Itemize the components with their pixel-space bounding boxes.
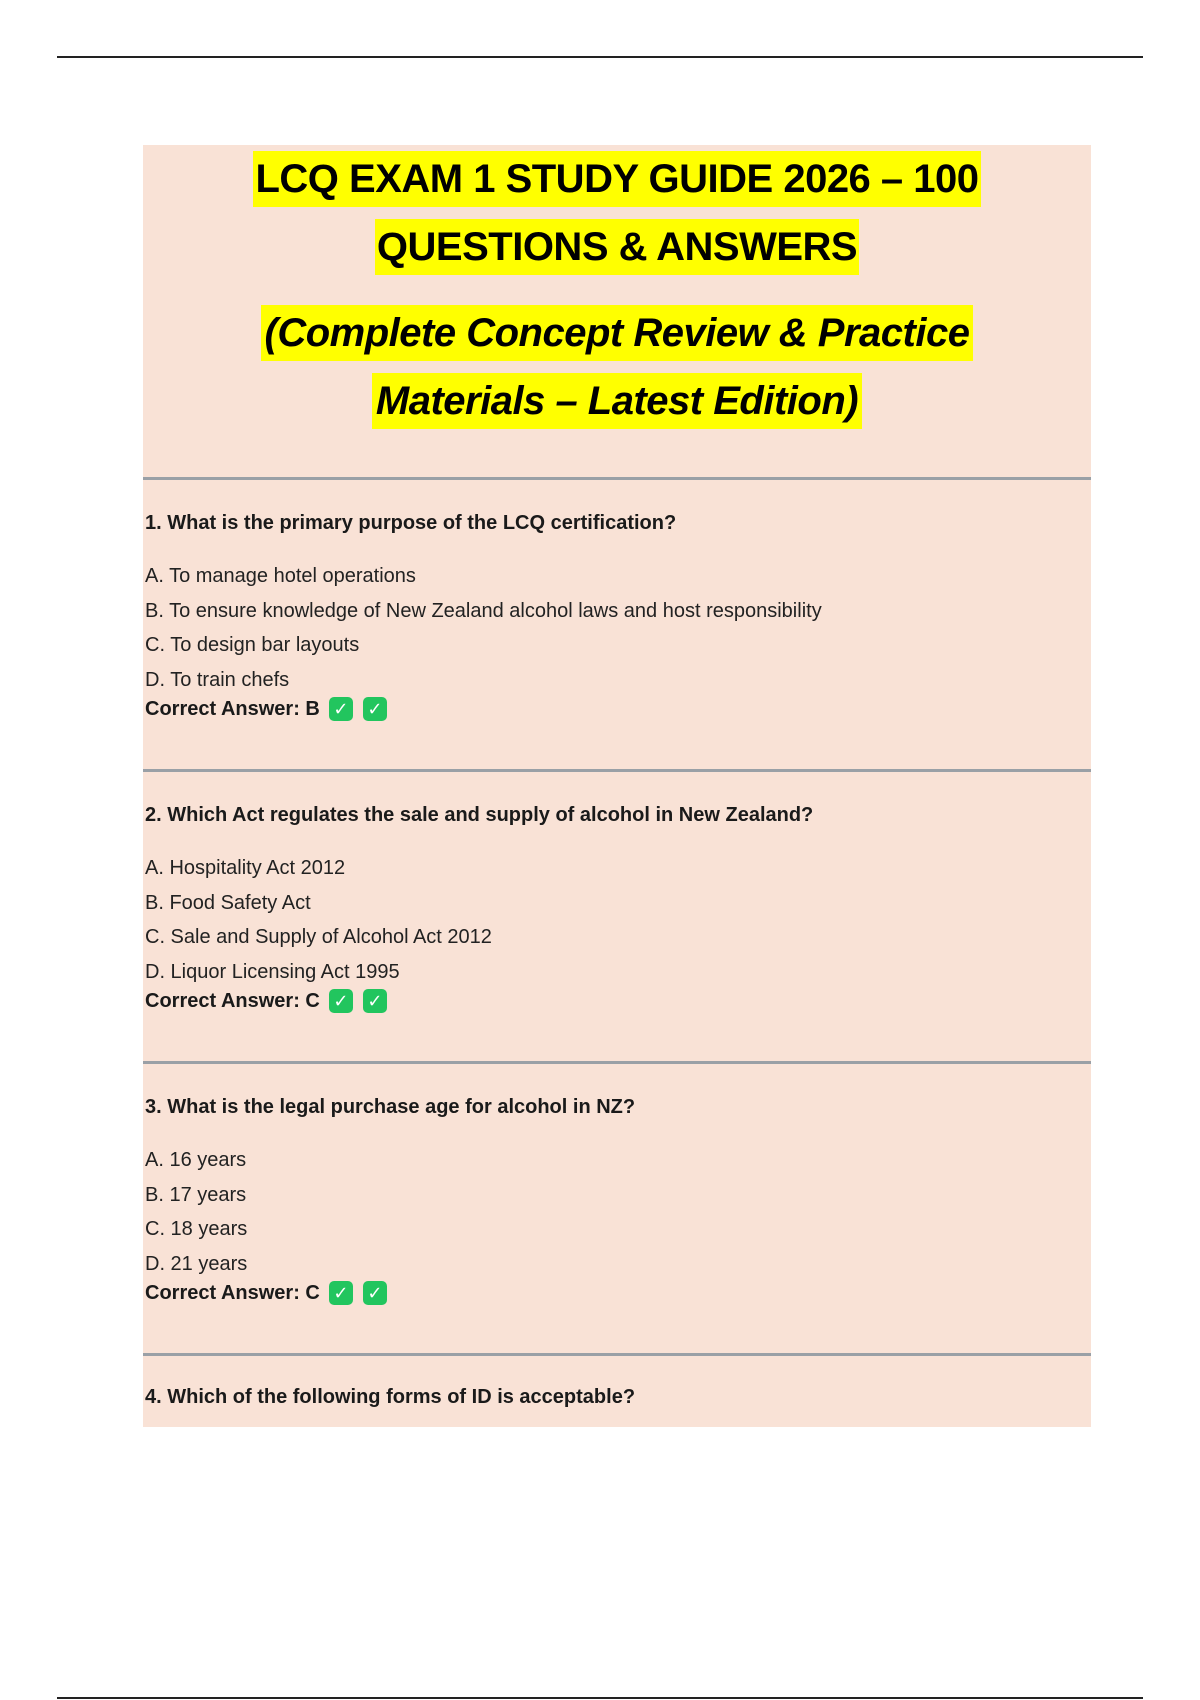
check-mark-icon: ✓ xyxy=(363,1281,387,1305)
option-item: A. To manage hotel operations xyxy=(145,565,416,587)
correct-answer-label: Correct Answer: B xyxy=(145,698,320,720)
correct-answer-label: Correct Answer: C xyxy=(145,990,320,1012)
option-item: D. 21 years xyxy=(145,1252,248,1275)
option-item: C. 18 years xyxy=(145,1218,248,1240)
option-item: B. Food Safety Act xyxy=(145,891,311,914)
title-block xyxy=(143,145,1091,477)
footer-rule xyxy=(57,1697,1143,1699)
option-item: D. To train chefs xyxy=(145,668,290,691)
check-mark-icon: ✓ xyxy=(363,697,387,721)
check-mark-icon: ✓ xyxy=(329,697,353,721)
question-item xyxy=(143,1064,1091,1353)
correct-answer xyxy=(145,1280,387,1306)
question-item xyxy=(143,480,1091,769)
correct-answer xyxy=(145,696,387,722)
document-subtitle-line-1: (Complete Concept Review & Practice xyxy=(261,305,974,361)
check-mark-icon: ✓ xyxy=(329,1281,353,1305)
document-title-line-1: LCQ EXAM 1 STUDY GUIDE 2026 – 100 xyxy=(253,151,980,207)
question-text: 4. Which of the following forms of ID is acceptable? xyxy=(145,1386,636,1408)
document-panel xyxy=(143,145,1091,1427)
option-item: C. Sale and Supply of Alcohol Act 2012 xyxy=(145,926,492,948)
question-item xyxy=(143,772,1091,1061)
option-list xyxy=(145,1143,247,1281)
correct-answer xyxy=(145,988,387,1014)
question-item xyxy=(143,1356,1091,1645)
header-rule xyxy=(57,56,1143,58)
correct-answer-label: Correct Answer: C xyxy=(145,1282,320,1304)
option-item: D. Liquor Licensing Act 1995 xyxy=(145,960,400,983)
check-mark-icon: ✓ xyxy=(329,989,353,1013)
document-title-line-2: QUESTIONS & ANSWERS xyxy=(375,219,859,275)
option-item: A. Hospitality Act 2012 xyxy=(145,857,346,879)
option-item: A. 16 years xyxy=(145,1149,247,1171)
option-item: B. 17 years xyxy=(145,1183,247,1206)
option-item: B. To ensure knowledge of New Zealand alcohol laws and host responsibility xyxy=(145,599,822,622)
option-list xyxy=(145,851,492,989)
document-subtitle-line-2: Materials – Latest Edition) xyxy=(372,373,862,429)
option-list xyxy=(145,559,822,697)
question-text: 3. What is the legal purchase age for alcohol in NZ? xyxy=(145,1096,636,1118)
question-text: 1. What is the primary purpose of the LCQ certification? xyxy=(145,512,677,534)
option-item: C. To design bar layouts xyxy=(145,634,360,656)
question-text: 2. Which Act regulates the sale and supply of alcohol in New Zealand? xyxy=(145,804,814,826)
check-mark-icon: ✓ xyxy=(363,989,387,1013)
